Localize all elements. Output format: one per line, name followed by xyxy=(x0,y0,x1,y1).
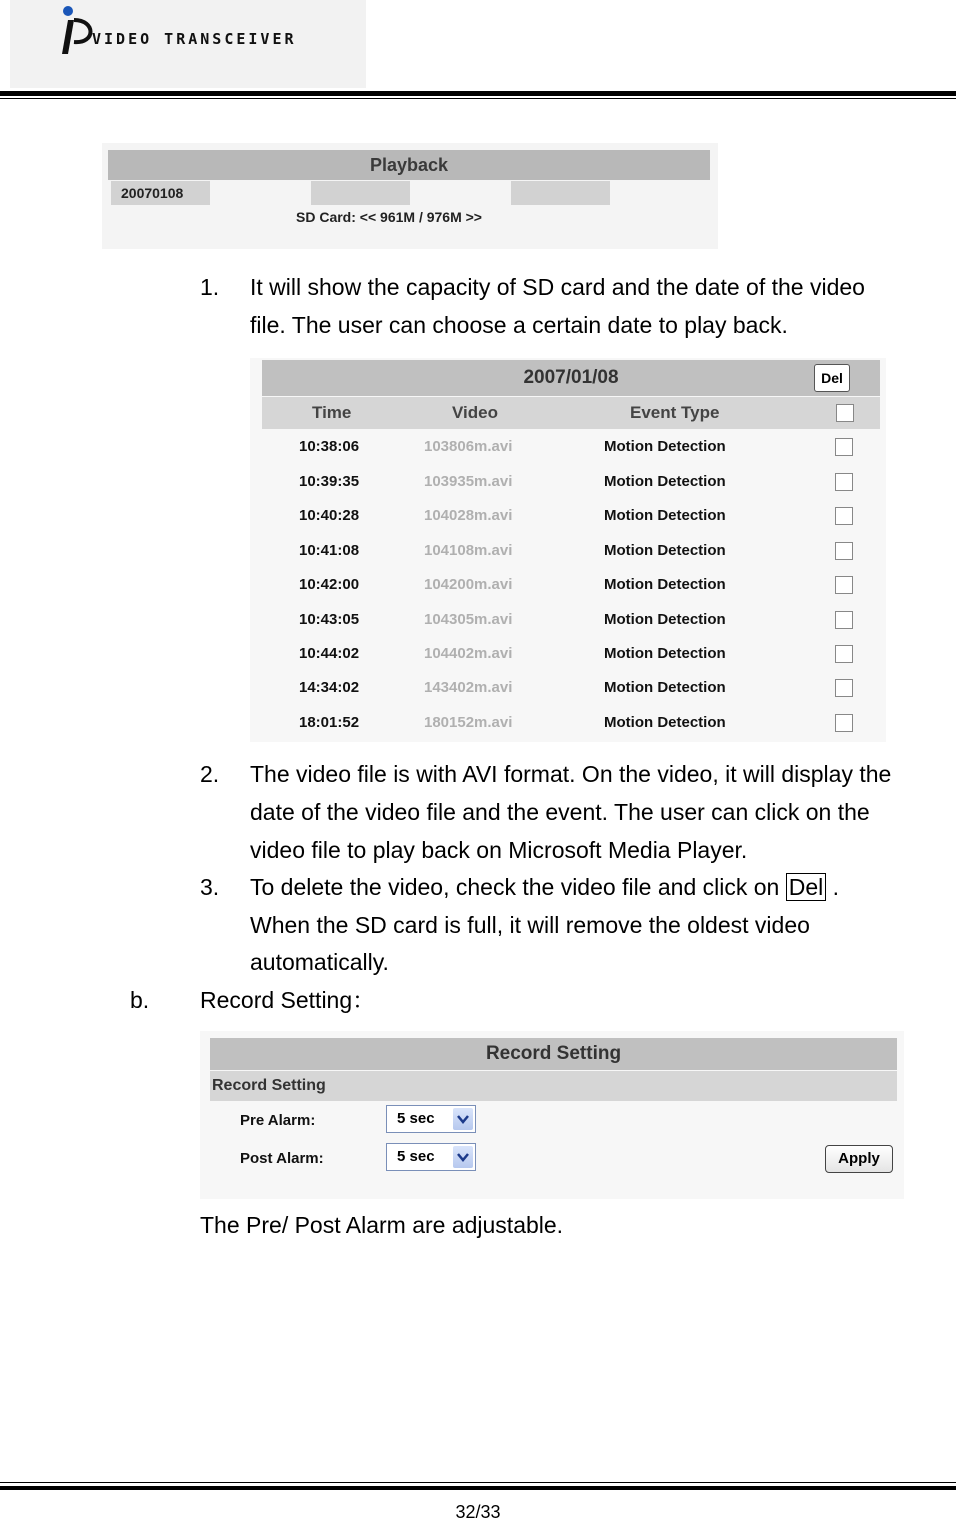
playback-title: Playback xyxy=(108,150,710,180)
row-time: 10:41:08 xyxy=(299,542,360,559)
apply-button[interactable]: Apply xyxy=(825,1145,893,1173)
pre-alarm-value: 5 sec xyxy=(397,1110,435,1127)
post-alarm-label: Post Alarm: xyxy=(240,1150,324,1167)
sd-card-capacity: SD Card: << 961M / 976M >> xyxy=(296,209,482,225)
record-setting-title: Record Setting xyxy=(210,1038,897,1070)
column-video: Video xyxy=(452,403,498,422)
post-alarm-select[interactable] xyxy=(386,1143,476,1171)
table-row xyxy=(262,534,880,568)
row-checkbox[interactable] xyxy=(835,438,853,456)
row-video-link[interactable]: 104402m.avi xyxy=(424,645,513,662)
row-event: Motion Detection xyxy=(604,473,726,490)
pre-alarm-label: Pre Alarm: xyxy=(240,1112,316,1129)
header-rule xyxy=(0,91,956,96)
del-button[interactable]: Del xyxy=(814,364,850,392)
page-number: 32/33 xyxy=(455,1502,501,1522)
step-text: When the SD card is full, it will remove the oldest video xyxy=(250,912,810,938)
row-video-link[interactable]: 103935m.avi xyxy=(424,473,513,490)
row-event: Motion Detection xyxy=(604,576,726,593)
row-event: Motion Detection xyxy=(604,714,726,731)
pre-alarm-select[interactable] xyxy=(386,1105,476,1133)
row-time: 10:40:28 xyxy=(299,507,360,524)
step-text: The video file is with AVI format. On the video, it will display the xyxy=(250,761,892,787)
table-row xyxy=(262,568,880,602)
row-checkbox[interactable] xyxy=(835,507,853,525)
chevron-down-icon xyxy=(453,1146,473,1168)
table-row xyxy=(262,603,880,637)
section-title: Record Setting： xyxy=(200,987,376,1013)
table-row xyxy=(262,430,880,464)
row-checkbox[interactable] xyxy=(835,645,853,663)
row-checkbox[interactable] xyxy=(835,714,853,732)
row-time: 10:39:35 xyxy=(299,473,360,490)
row-checkbox[interactable] xyxy=(835,576,853,594)
playback-date-link[interactable]: 20070108 xyxy=(111,181,210,205)
step-text: file. The user can choose a certain date to play back. xyxy=(250,312,788,338)
row-checkbox[interactable] xyxy=(835,679,853,697)
row-time: 14:34:02 xyxy=(299,679,360,696)
row-checkbox[interactable] xyxy=(835,542,853,560)
row-video-link[interactable]: 104108m.avi xyxy=(424,542,513,559)
table-row xyxy=(262,499,880,533)
row-time: 10:44:02 xyxy=(299,645,360,662)
file-table-date: 2007/01/08 xyxy=(523,367,619,388)
row-checkbox[interactable] xyxy=(835,611,853,629)
post-alarm-value: 5 sec xyxy=(397,1148,435,1165)
row-event: Motion Detection xyxy=(604,679,726,696)
row-time: 10:42:00 xyxy=(299,576,360,593)
table-row xyxy=(262,706,880,740)
footer-rule xyxy=(0,1486,956,1490)
row-time: 10:38:06 xyxy=(299,438,360,455)
column-time: Time xyxy=(312,403,352,422)
row-checkbox[interactable] xyxy=(835,473,853,491)
record-setting-subtitle: Record Setting xyxy=(210,1071,897,1101)
step-text: automatically. xyxy=(250,949,389,975)
inline-del-label: Del xyxy=(786,873,827,901)
step-text-part: . xyxy=(826,874,840,900)
row-video-link[interactable]: 104200m.avi xyxy=(424,576,513,593)
column-event-type: Event Type xyxy=(630,403,720,422)
playback-date-cell xyxy=(511,181,610,205)
step-number: 1. xyxy=(200,274,220,300)
step-text xyxy=(250,868,839,906)
row-time: 18:01:52 xyxy=(299,714,360,731)
step-number: 2. xyxy=(200,761,220,787)
row-video-link[interactable]: 180152m.avi xyxy=(424,714,513,731)
row-event: Motion Detection xyxy=(604,507,726,524)
section-letter: b. xyxy=(130,987,150,1013)
note-text: The Pre/ Post Alarm are adjustable. xyxy=(200,1212,564,1238)
row-time: 10:43:05 xyxy=(299,611,360,628)
step-number: 3. xyxy=(200,874,220,900)
file-table-columns xyxy=(262,397,880,429)
step-text: It will show the capacity of SD card and the date of the video xyxy=(250,274,865,300)
chevron-down-icon xyxy=(453,1108,473,1130)
step-text-part: To delete the video, check the video file and click on xyxy=(250,874,786,900)
row-event: Motion Detection xyxy=(604,438,726,455)
footer-rule-thin xyxy=(0,1482,956,1483)
playback-date-cell xyxy=(311,181,410,205)
row-video-link[interactable]: 103806m.avi xyxy=(424,438,513,455)
row-event: Motion Detection xyxy=(604,611,726,628)
header-rule-thin xyxy=(0,98,956,99)
row-video-link[interactable]: 104305m.avi xyxy=(424,611,513,628)
step-text: date of the video file and the event. The user can click on the xyxy=(250,799,870,825)
table-row xyxy=(262,671,880,705)
step-text: video file to play back on Microsoft Media Player. xyxy=(250,837,748,863)
logo-text: VIDEO TRANSCEIVER xyxy=(92,30,297,48)
row-event: Motion Detection xyxy=(604,542,726,559)
row-event: Motion Detection xyxy=(604,645,726,662)
ip-logo-icon xyxy=(44,4,94,56)
table-row xyxy=(262,637,880,671)
select-all-checkbox[interactable] xyxy=(836,404,854,422)
row-video-link[interactable]: 143402m.avi xyxy=(424,679,513,696)
table-row xyxy=(262,465,880,499)
row-video-link[interactable]: 104028m.avi xyxy=(424,507,513,524)
